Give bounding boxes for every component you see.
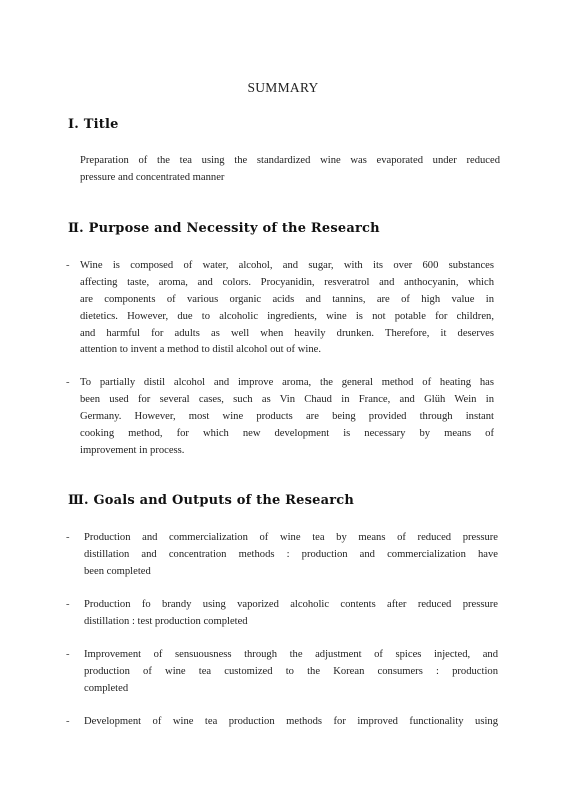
bullet-dash: - — [66, 649, 70, 660]
paragraph-line: affecting taste, aroma, and colors. Procyanidin, resveratrol and anthocyanin, which — [80, 276, 494, 288]
bullet-dash: - — [66, 260, 70, 271]
bullet-dash: - — [66, 532, 70, 543]
section-heading-title: Ⅰ. Title — [68, 117, 119, 132]
paragraph-line: improvement in process. — [80, 444, 185, 456]
bullet-dash: - — [66, 599, 70, 610]
paragraph-line: are components of various organic acids and tannins, are of high value in — [80, 293, 494, 305]
bullet-text — [84, 597, 498, 631]
paragraph-line: completed — [84, 682, 129, 694]
paragraph-line: To partially distil alcohol and improve aroma, the general method of heating has — [80, 377, 494, 388]
paragraph-line: Development of wine tea production methods for improved functionality using — [84, 716, 498, 727]
bullet-text — [84, 647, 498, 698]
bullet-dash: - — [66, 716, 70, 727]
paragraph-line: Production and commercialization of wine tea by means of reduced pressure — [84, 532, 498, 543]
paragraph-line: been used for several cases, such as Vin Chaud in France, and Glüh Wein in — [80, 393, 494, 405]
section-heading-purpose: Ⅱ. Purpose and Necessity of the Research — [68, 221, 380, 236]
paragraph-line: and harmful for adults as well when heavily drunken. Therefore, it deserves — [80, 327, 494, 339]
paragraph-line: Preparation of the tea using the standardized wine was evaporated under reduced — [80, 155, 500, 166]
paragraph-line: Germany. However, most wine products are being provided through instant — [80, 410, 494, 422]
paragraph-line: been completed — [84, 565, 151, 577]
bullet-dash: - — [66, 377, 70, 388]
title-paragraph — [80, 153, 500, 187]
paragraph-line: dietetics. However, due to alcoholic ingredients, wine is not potable for children, — [80, 310, 494, 322]
paragraph-line: Wine is composed of water, alcohol, and sugar, with its over 600 substances — [80, 260, 494, 271]
bullet-text — [80, 375, 494, 459]
bullet-text — [80, 258, 494, 359]
paragraph-line: Production fo brandy using vaporized alcoholic contents after reduced pressure — [84, 599, 498, 610]
paragraph-line: attention to invent a method to distil alcohol out of wine. — [80, 344, 321, 356]
paragraph-line: production of wine tea customized to the Korean consumers : production — [84, 665, 498, 677]
paragraph-line: distillation and concentration methods : production and commercialization have — [84, 548, 498, 560]
paragraph-line: Improvement of sensuousness through the adjustment of spices injected, and — [84, 649, 498, 660]
section-heading-goals: Ⅲ. Goals and Outputs of the Research — [68, 493, 355, 508]
bullet-text — [84, 714, 498, 731]
bullet-text — [84, 530, 498, 581]
paragraph-line: pressure and concentrated manner — [80, 171, 225, 183]
paragraph-line: distillation : test production completed — [84, 615, 248, 627]
summary-title: SUMMARY — [247, 80, 319, 95]
paragraph-line: cooking method, for which new development is necessary by means of — [80, 427, 494, 439]
